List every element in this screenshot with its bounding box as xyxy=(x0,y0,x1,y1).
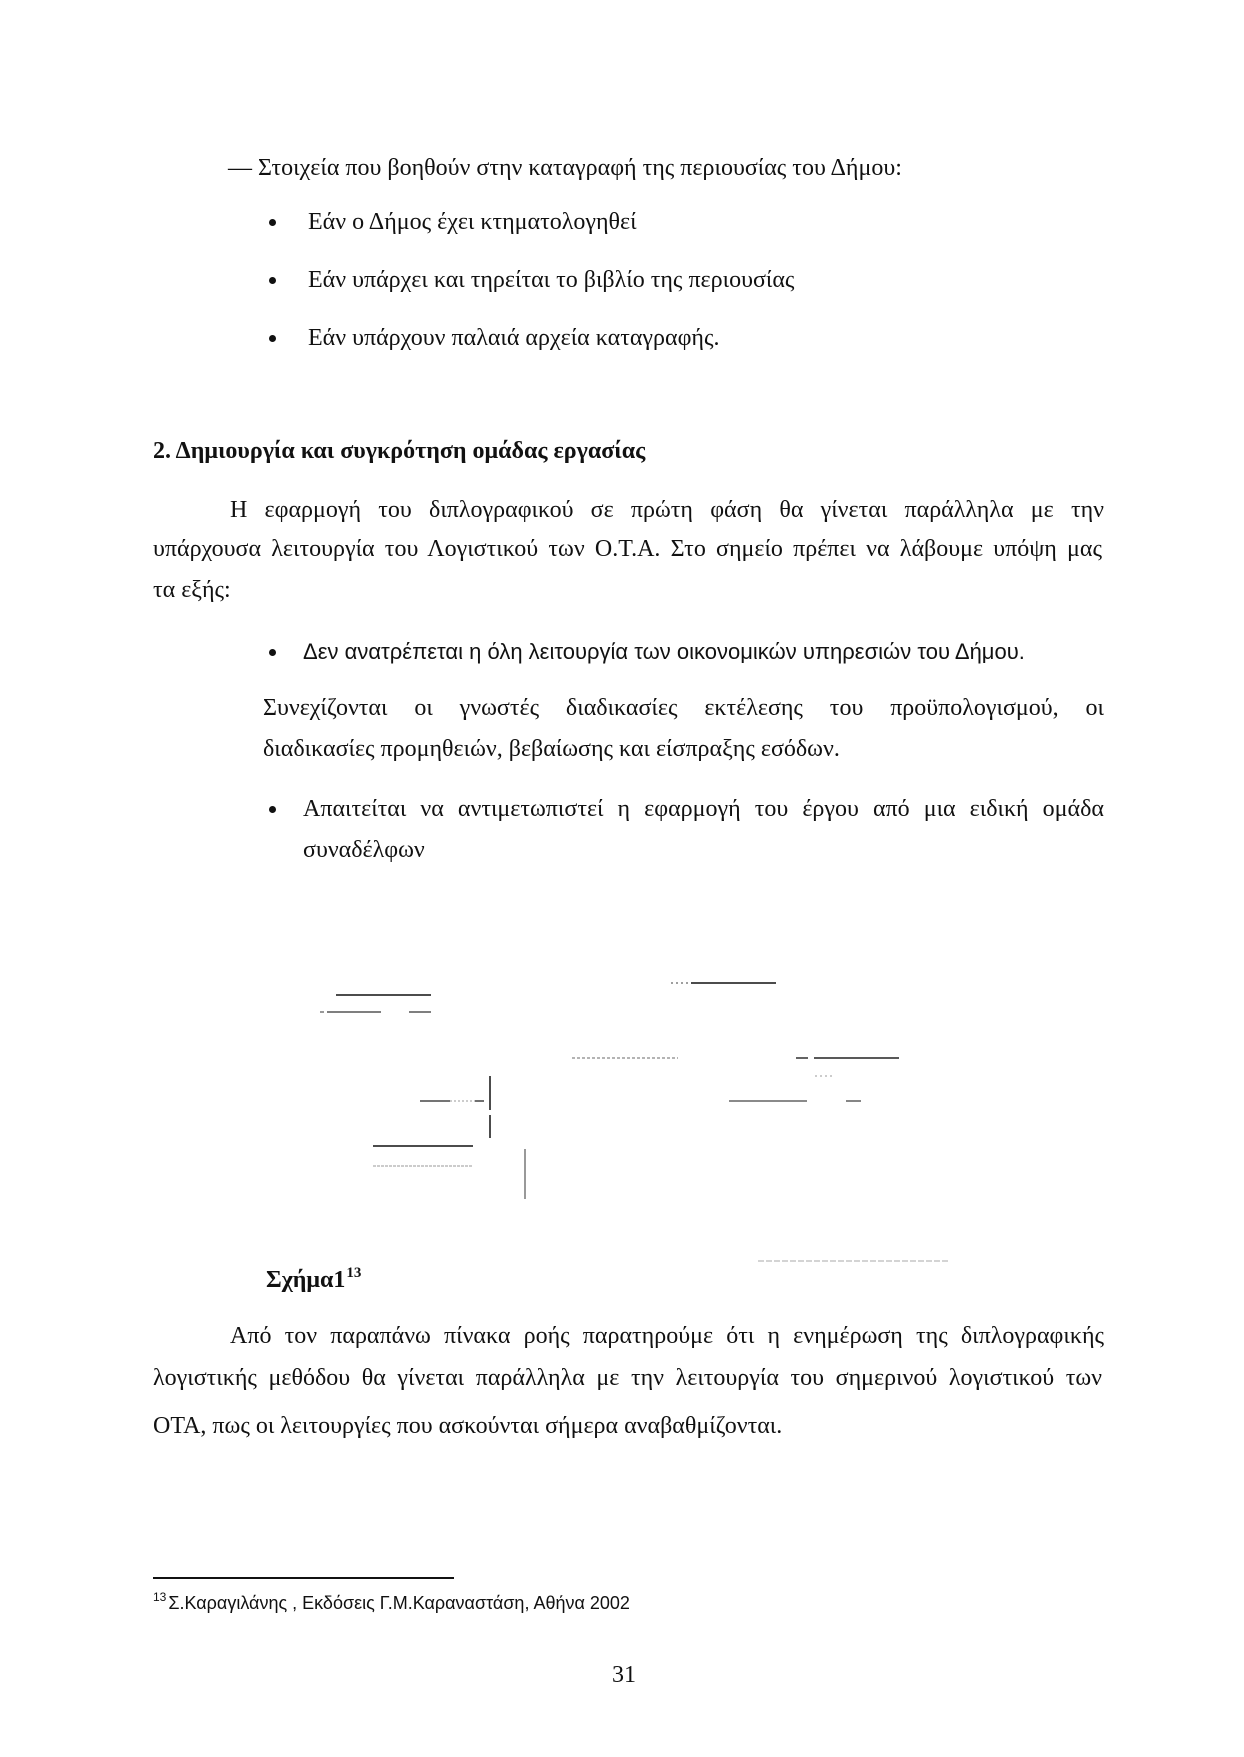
conclusion-line: ΟΤΑ, πως οι λειτουργίες που ασκούνται σήμερα αναβαθμίζονται. xyxy=(153,1413,783,1439)
figure-caption xyxy=(266,1264,361,1296)
point-continuation-line: Συνεχίζονται οι γνωστές διαδικασίες εκτέλεσης του προϋπολογισμού, οι xyxy=(263,695,1104,721)
conclusion-line: Από τον παραπάνω πίνακα ροής παρατηρούμε ότι η ενημέρωση της διπλογραφικής xyxy=(230,1323,1104,1349)
conclusion-line: λογιστικής μεθόδου θα γίνεται παράλληλα με την λειτουργία του σημερινού λογιστικού των xyxy=(153,1365,1102,1391)
bullet-icon xyxy=(269,806,276,813)
intro-bullet-item: Εάν υπάρχουν παλαιά αρχεία καταγραφής. xyxy=(308,325,720,351)
footnote-separator xyxy=(153,1577,454,1579)
footnote-mark: 13 xyxy=(153,1590,167,1604)
point-item: Δεν ανατρέπεται η όλη λειτουργία των οικονομικών υπηρεσιών του Δήμου. xyxy=(303,639,1025,664)
footnote xyxy=(153,1590,630,1616)
section-heading: 2. Δημιουργία και συγκρότηση ομάδας εργασίας xyxy=(153,438,646,464)
page-number: 31 xyxy=(612,1662,636,1688)
intro-bullet-item: Εάν υπάρχει και τηρείται το βιβλίο της περιουσίας xyxy=(308,267,795,293)
bullet-icon xyxy=(269,649,276,656)
point-item: Απαιτείται να αντιμετωπιστεί η εφαρμογή του έργου από μια ειδική ομάδα xyxy=(303,796,1104,822)
footnote-text: Σ.Καραγιλάνης , Εκδόσεις Γ.Μ.Καραναστάση, Αθήνα 2002 xyxy=(168,1593,630,1613)
paragraph-line: τα εξής: xyxy=(153,577,231,603)
point-continuation-line: διαδικασίες προμηθειών, βεβαίωσης και είσπραξης εσόδων. xyxy=(263,736,840,762)
bullet-icon xyxy=(269,219,276,226)
bullet-icon xyxy=(269,335,276,342)
point-item: συναδέλφων xyxy=(303,837,425,863)
intro-lead: — Στοιχεία που βοηθούν στην καταγραφή της περιουσίας του Δήμου: xyxy=(228,155,902,181)
intro-bullet-item: Εάν ο Δήμος έχει κτηματολογηθεί xyxy=(308,209,637,235)
flowchart-remnant xyxy=(300,960,980,1280)
figure-caption-label: Σχήμα1 xyxy=(266,1267,346,1293)
bullet-icon xyxy=(269,277,276,284)
paragraph-line: υπάρχουσα λειτουργία του Λογιστικού των Ο.Τ.Α. Στο σημείο πρέπει να λάβουμε υπόψη μας xyxy=(153,536,1102,562)
footnote-reference: 13 xyxy=(346,1265,362,1281)
paragraph-line: Η εφαρμογή του διπλογραφικού σε πρώτη φάση θα γίνεται παράλληλα με την xyxy=(230,497,1104,523)
